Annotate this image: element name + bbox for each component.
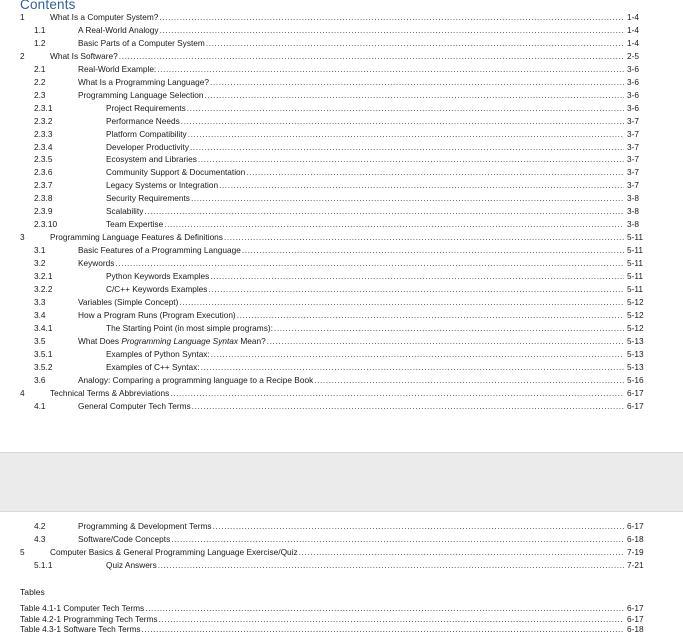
toc-entry-title: Security Requirements [106,193,190,204]
toc-entry[interactable] [0,179,683,192]
dot-leader [145,603,624,614]
toc-entry-title: Ecosystem and Libraries [106,154,197,165]
toc-entry[interactable] [0,63,683,76]
toc-entry-number: 3.3 [34,296,46,307]
toc-entry[interactable] [0,270,683,283]
toc-entry-number: 2.2 [34,76,46,87]
toc-entry[interactable] [0,533,683,546]
toc-entry-page: 5-12 [627,296,644,307]
dot-leader [159,614,624,625]
toc-entry-title: Programming Language Selection [78,89,204,100]
dot-leader [213,520,624,533]
toc-entry-page: 6-18 [627,533,644,544]
toc-entry-number: 3.5.2 [34,361,53,372]
toc-entry-title: Variables (Simple Concept) [78,296,179,307]
toc-entry-number: 3.1 [34,245,46,256]
dot-leader [115,257,624,270]
toc-entry-title: Project Requirements [106,102,186,113]
toc-entry-number: 5 [20,546,25,557]
dot-leader [164,218,624,231]
toc-entry-title: Technical Terms & Abbreviations [50,387,170,398]
toc-entry-number: 2.1 [34,63,46,74]
toc-entry[interactable] [0,102,683,115]
dot-leader [179,296,624,309]
toc-entry-page: 3-8 [627,219,639,230]
toc-entry-page: 3-7 [627,167,639,178]
toc-entry-page: 1-4 [627,37,639,48]
table-list-entry[interactable] [0,614,683,625]
toc-entry-page: 5-12 [627,322,644,333]
toc-entry-number: 3.5.1 [34,348,53,359]
toc-entry-title: Platform Compatibility [106,128,187,139]
toc-entry-title: Scalability [106,206,144,217]
dot-leader [190,141,624,154]
toc-entry-number: 2.3.2 [34,115,53,126]
toc-entry-title: Analogy: Comparing a programming language to a Recipe Book [78,374,314,385]
toc-entry-page: 3-8 [627,193,639,204]
dot-leader [159,11,624,24]
dot-leader [267,335,624,348]
toc-entry-number: 3.2.1 [34,271,53,281]
toc-entry-number: 2.3.8 [34,193,53,204]
document-page-2 [0,512,683,640]
toc-entry-page: 3-7 [627,115,639,126]
dot-leader [119,50,624,63]
toc-entry-number: 3.2.2 [34,283,53,294]
toc-entry-page: 3-8 [627,206,639,217]
toc-entry[interactable] [0,24,683,37]
dot-leader [187,102,624,115]
toc-entry-title: Programming Language Features & Definitions [50,232,223,243]
dot-leader [206,37,624,50]
toc-entry-number: 2.3.3 [34,128,53,139]
toc-entry-title: What Is Software? [50,50,118,61]
table-list-title: Table 4.1-1 Computer Tech Terms [20,603,145,613]
page-break-gap [0,452,683,512]
dot-leader [204,89,624,102]
table-list-page: 6-17 [627,613,644,624]
toc-entry[interactable] [0,192,683,205]
toc-entry-page: 3-7 [627,180,639,191]
toc-entry-title: Keywords [78,258,115,269]
dot-leader [274,322,624,335]
dot-leader [314,374,624,387]
toc-entry[interactable] [0,89,683,102]
dot-leader [144,205,624,218]
toc-entry[interactable] [0,50,683,63]
dot-leader [237,309,624,322]
toc-entry[interactable] [0,231,683,244]
toc-entry[interactable] [0,348,683,361]
toc-entry[interactable] [0,257,683,270]
dot-leader [224,231,624,244]
toc-entry-title: Examples of C++ Syntax: [106,361,200,372]
toc-entry-number: 3.4.1 [34,322,53,333]
dot-leader [210,270,624,283]
toc-entry[interactable] [0,153,683,166]
toc-entry[interactable] [0,546,683,559]
toc-entry-number: 2.3 [34,89,46,100]
toc-entry[interactable] [0,128,683,141]
toc-entry-page: 7-19 [627,546,644,557]
toc-entry-page: 7-21 [627,559,644,570]
toc-entry-title: What Is a Programming Language? [78,76,209,87]
table-list-title: Table 4.3-1 Software Tech Terms [20,624,141,635]
toc-entry-title: Performance Needs [106,115,180,126]
dot-leader [181,115,624,128]
toc-entry-number: 2.3.5 [34,154,53,165]
toc-entry-page: 5-13 [627,348,644,359]
toc-entry-page: 5-11 [627,245,643,256]
toc-entry-title: Developer Productivity [106,141,190,152]
toc-entry-title: Examples of Python Syntax: [106,348,210,359]
toc-entry-number: 3.4 [34,309,46,320]
toc-entry-page: 2-5 [627,50,639,61]
toc-entry[interactable] [0,205,683,218]
toc-entry-title: What Is a Computer System? [50,12,159,22]
dot-leader [201,361,624,374]
toc-entry-page: 1-4 [627,24,639,35]
toc-entry[interactable] [0,115,683,128]
toc-entry-title: Basic Parts of a Computer System [78,37,205,48]
toc-entry-title: General Computer Tech Terms [78,400,191,411]
dot-leader [210,76,624,89]
toc-entry-number: 2.3.9 [34,206,53,217]
dot-leader [171,533,624,546]
toc-entry-page: 3-7 [627,141,639,152]
toc-entry[interactable] [0,309,683,322]
toc-entry-title: Python Keywords Examples [106,271,210,281]
contents-heading: Contents [20,0,76,12]
dot-leader [242,244,624,257]
toc-entry-number: 3.5 [34,335,46,346]
toc-entry[interactable] [0,322,683,335]
toc-entry[interactable] [0,11,683,24]
dot-leader [170,387,624,400]
toc-entry-number: 3 [20,232,25,243]
tables-heading: Tables [20,587,45,597]
toc-entry[interactable] [0,37,683,50]
table-list-entry[interactable] [0,624,683,635]
toc-entry-number: 4.2 [34,521,46,531]
dot-leader [198,153,624,166]
toc-entry-number: 2.3.4 [34,141,53,152]
toc-entry[interactable] [0,335,683,348]
toc-entry-page: 3-6 [627,102,639,113]
toc-entry[interactable] [0,218,683,231]
toc-entry[interactable] [0,141,683,154]
toc-entry-page: 3-7 [627,154,639,165]
dot-leader [192,400,624,413]
toc-entry-number: 1.1 [34,24,46,35]
toc-entry-number: 3.2 [34,258,46,269]
dot-leader [191,192,624,205]
toc-entry[interactable] [0,361,683,374]
toc-entry-number: 3.6 [34,374,46,385]
toc-entry-number: 4 [20,387,25,398]
toc-entry[interactable] [0,244,683,257]
toc-entry-title: Computer Basics & General Programming Language Exercise/Quiz [50,546,298,557]
dot-leader [158,559,624,572]
toc-entry-page: 3-6 [627,63,639,74]
toc-entry-number: 4.3 [34,533,46,544]
toc-entry-title: Community Support & Documentation [106,167,246,178]
toc-entry-number: 2 [20,50,25,61]
toc-entry-number: 4.1 [34,400,46,411]
table-list-page: 6-18 [627,624,644,635]
toc-entry-page: 5-13 [627,335,644,346]
toc-entry-title: Real-World Example: [78,63,157,74]
toc-entry-page: 1-4 [627,12,639,22]
toc-entry-page: 5-11 [627,283,643,294]
toc-entry[interactable] [0,520,683,533]
toc-entry-number: 2.3.7 [34,180,53,191]
toc-entry-page: 6-17 [627,387,644,398]
toc-entry-page: 5-13 [627,361,644,372]
toc-entry-number: 1 [20,12,25,22]
toc-entry-page: 5-16 [627,374,644,385]
toc-entry[interactable] [0,283,683,296]
toc-entry-page: 5-11 [627,232,643,243]
toc-entry-number: 2.3.10 [34,219,58,230]
toc-entry-page: 5-12 [627,309,644,320]
toc-entry[interactable] [0,387,683,400]
dot-leader [157,63,624,76]
toc-entry-title: C/C++ Keywords Examples [106,283,208,294]
toc-entry-title: The Starting Point (in most simple programs): [106,322,273,333]
toc-entry[interactable] [0,559,683,572]
toc-entry-page: 6-17 [627,521,644,531]
dot-leader [142,624,624,635]
toc-entry[interactable] [0,166,683,179]
toc-entry-title: Legacy Systems or Integration [106,180,219,191]
dot-leader [208,283,624,296]
dot-leader [219,179,624,192]
dot-leader [299,546,624,559]
toc-entry-title: A Real-World Analogy [78,24,159,35]
toc-entry-number: 2.3.1 [34,102,53,113]
toc-entry-title: Software/Code Concepts [78,533,171,544]
toc-entry[interactable] [0,374,683,387]
toc-entry-page: 6-17 [627,400,644,411]
dot-leader [160,24,624,37]
toc-entry-page: 3-6 [627,76,639,87]
table-list-title: Table 4.2-1 Programming Tech Terms [20,613,158,624]
toc-entry-title: Team Expertise [106,219,164,230]
dot-leader [211,348,624,361]
dot-leader [246,166,624,179]
dot-leader [188,128,624,141]
toc-entry-title: What Does Programming Language Syntax Mean? [78,335,266,346]
toc-entry-number: 1.2 [34,37,46,48]
table-list-entry[interactable] [0,603,683,614]
toc-entry-number: 2.3.6 [34,167,53,178]
toc-entry[interactable] [0,296,683,309]
toc-entry-title: How a Program Runs (Program Execution) [78,309,236,320]
toc-entry-title: Programming & Development Terms [78,521,212,531]
toc-entry-page: 5-11 [627,258,643,269]
toc-entry-page: 5-11 [627,271,643,281]
toc-entry-page: 3-7 [627,128,639,139]
toc-entry[interactable] [0,76,683,89]
toc-entry[interactable] [0,400,683,413]
toc-entry-number: 5.1.1 [34,559,53,570]
toc-entry-page: 3-6 [627,89,639,100]
toc-entry-title: Basic Features of a Programming Language [78,245,241,256]
table-list-page: 6-17 [627,603,644,613]
toc-entry-title: Quiz Answers [106,559,157,570]
